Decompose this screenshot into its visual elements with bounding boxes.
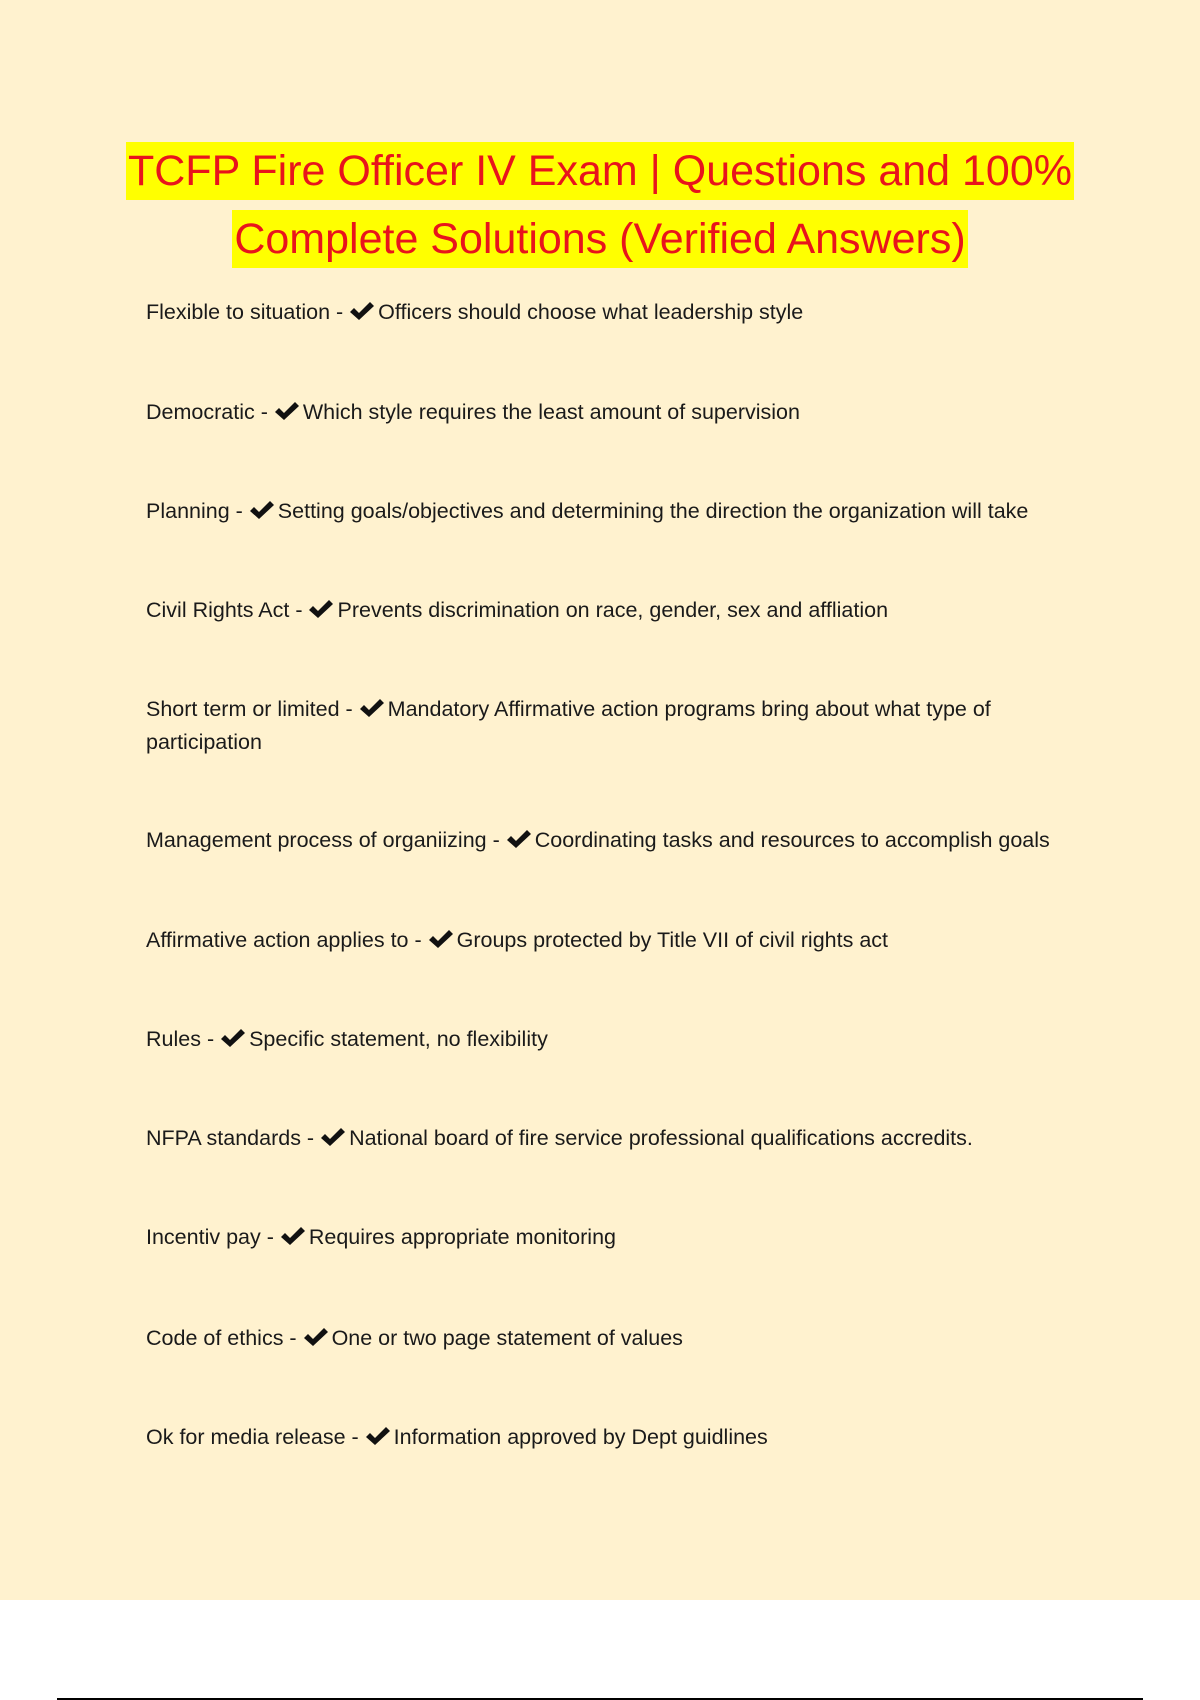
check-icon [220,1028,246,1048]
document-title [0,142,1200,268]
check-icon [303,1327,329,1347]
qa-answer: Specific statement, no flexibility [249,1027,548,1051]
qa-separator: - [486,828,506,852]
qa-term: Code of ethics [146,1326,284,1350]
qa-separator: - [200,1027,221,1051]
qa-term: NFPA standards [146,1126,301,1150]
qa-answer: National board of fire service professional qualifications accredits. [349,1126,973,1150]
check-icon [349,301,375,321]
qa-item [146,1023,1086,1056]
qa-separator: - [289,598,309,622]
qa-answer: Groups protected by Title VII of civil rights act [456,928,889,952]
qa-answer: Which style requires the least amount of supervision [302,400,800,424]
qa-item [146,1221,1086,1254]
qa-answer: Requires appropriate monitoring [308,1225,616,1249]
check-icon [359,698,385,718]
qa-term: Ok for media release [146,1425,346,1449]
qa-term: Management process of organiizing [146,828,487,852]
qa-separator: - [408,928,428,952]
qa-answer: Prevents discrimination on race, gender, sex and affliation [337,598,889,622]
check-icon [320,1127,346,1147]
qa-item [146,495,1086,528]
qa-term: Short term or limited [146,697,340,721]
qa-separator: - [254,400,274,424]
qa-item [146,296,1086,329]
qa-answer: Setting goals/objectives and determining the direction the organization will take [277,499,1029,523]
qa-term: Affirmative action applies to [146,928,409,952]
qa-separator: - [283,1326,303,1350]
qa-item [146,1122,1086,1155]
check-icon [365,1426,391,1446]
qa-item [146,693,1086,759]
qa-answer: Mandatory Affirmative action programs bring about what type of participation [146,697,991,754]
check-icon [308,599,334,619]
title-line-1: TCFP Fire Officer IV Exam | Questions and 100% [126,142,1074,200]
qa-term: Flexible to situation [146,300,331,324]
qa-separator: - [339,697,359,721]
check-icon [428,929,454,949]
qa-answer: One or two page statement of values [331,1326,683,1350]
check-icon [249,500,275,520]
qa-item [146,1421,1086,1454]
qa-item [146,396,1086,429]
qa-item [146,594,1086,627]
qa-separator: - [345,1425,365,1449]
title-line-2: Complete Solutions (Verified Answers) [232,210,967,268]
qa-term: Planning [146,499,230,523]
qa-term: Civil Rights Act [146,598,290,622]
qa-term: Democratic [146,400,255,424]
qa-term: Incentiv pay [146,1225,261,1249]
check-icon [506,829,532,849]
check-icon [274,401,300,421]
qa-separator: - [260,1225,280,1249]
qa-separator: - [300,1126,321,1150]
qa-separator: - [330,300,350,324]
qa-separator: - [229,499,249,523]
qa-item [146,924,1086,957]
qa-answer: Coordinating tasks and resources to accomplish goals [534,828,1050,852]
qa-term: Rules [146,1027,201,1051]
qa-item [146,1322,1086,1355]
qa-answer: Information approved by Dept guidlines [393,1425,768,1449]
qa-answer: Officers should choose what leadership style [378,300,804,324]
qa-item [146,824,1086,857]
check-icon [280,1226,306,1246]
